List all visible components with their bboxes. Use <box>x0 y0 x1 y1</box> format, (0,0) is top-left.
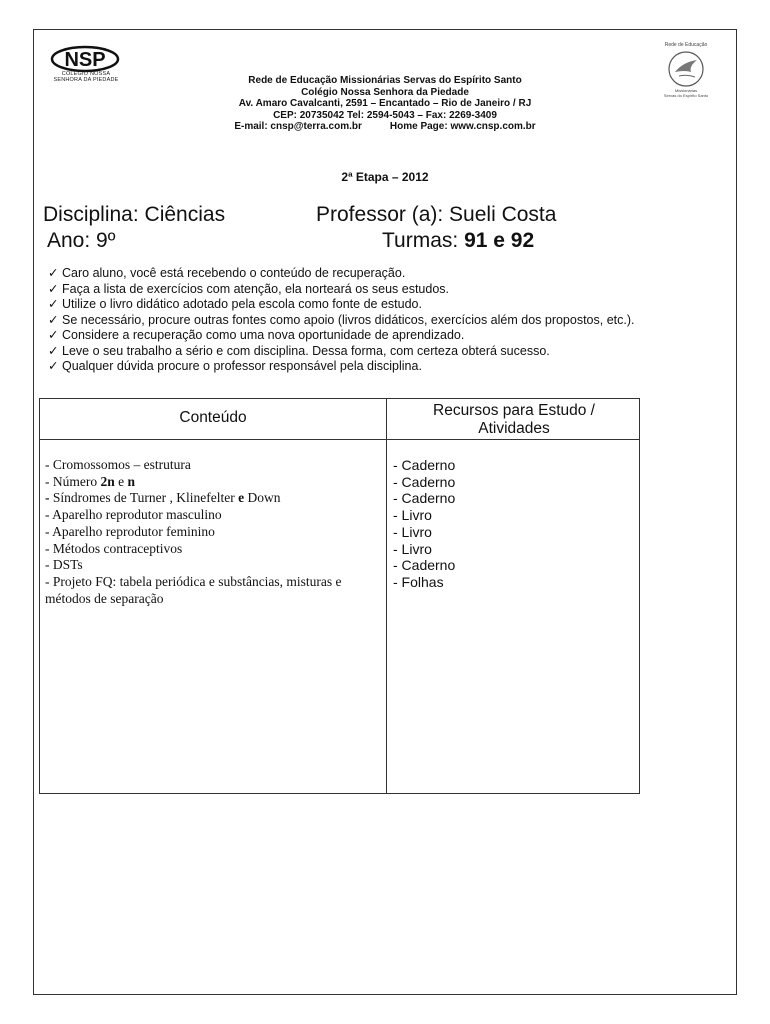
header-homepage: Home Page: www.cnsp.com.br <box>389 121 536 132</box>
dove-emblem-icon <box>667 50 705 88</box>
subject-label: Disciplina: Ciências <box>43 203 226 226</box>
header-school-name: Colégio Nossa Senhora da Piedade <box>301 86 469 98</box>
instruction-item: ✓ Caro aluno, você está recebendo o conteúdo de recuperação. <box>48 266 406 280</box>
checkmark-icon: ✓ <box>48 343 59 358</box>
content-item: - Aparelho reprodutor masculino <box>45 507 222 523</box>
header-contacts: CEP: 20735042 Tel: 2594-5043 – Fax: 2269-3409 <box>273 109 497 121</box>
instruction-item: ✓ Leve o seu trabalho a sério e com disciplina. Dessa forma, com certeza obterá sucesso. <box>48 343 550 358</box>
content-list <box>45 457 385 607</box>
instructions-list <box>48 266 635 375</box>
instruction-item: ✓ Considere a recuperação como uma nova oportunidade de aprendizado. <box>48 328 465 342</box>
header-network-name: Rede de Educação Missionárias Servas do Espírito Santo <box>248 75 522 86</box>
table-header-divider <box>40 439 639 440</box>
classes-value: 91 e 92 <box>464 229 535 252</box>
nsp-logo <box>46 45 126 90</box>
resource-item: - Caderno <box>393 490 456 507</box>
header-email-row <box>180 121 590 133</box>
content-item: - Cromossomos – estrutura <box>45 457 191 472</box>
header-address: Av. Amaro Cavalcanti, 2591 – Encantado – Rio de Janeiro / RJ <box>238 98 532 109</box>
checkmark-icon: ✓ <box>48 266 59 280</box>
header-email: E-mail: cnsp@terra.com.br <box>234 121 362 132</box>
network-logo-title: Rede de Educação <box>664 42 708 48</box>
instruction-item: ✓ Se necessário, procure outras fontes como apoio (livros didáticos, exercícios além dos propostos, etc.). <box>48 312 635 327</box>
resource-item: - Livro <box>393 523 432 540</box>
svg-text:NSP: NSP <box>64 49 106 71</box>
resource-item: - Livro <box>393 540 432 557</box>
nsp-logo-subtitle: COLÉGIO NOSSA SENHORA DA PIEDADE <box>53 71 119 83</box>
network-logo <box>655 42 717 102</box>
content-item: - Síndromes de Turner , Klinefelter e Down <box>45 490 281 506</box>
instruction-item: ✓ Utilize o livro didático adotado pela escola como fonte de estudo. <box>48 297 422 311</box>
resource-item: - Livro <box>393 507 432 524</box>
content-item: - Métodos contraceptivos <box>45 540 183 556</box>
resource-list <box>393 457 633 591</box>
grade-label: Ano: 9º <box>47 229 116 252</box>
resource-item: - Caderno <box>393 473 456 490</box>
content-item: - DSTs <box>45 557 83 573</box>
checkmark-icon: ✓ <box>48 312 59 327</box>
teacher-label: Professor (a): Sueli Costa <box>316 203 557 226</box>
resource-item: - Caderno <box>393 457 456 473</box>
content-item: - Aparelho reprodutor feminino <box>45 523 215 539</box>
school-header <box>180 75 590 133</box>
nsp-logo-mark <box>50 45 120 73</box>
table-header-resources: Recursos para Estudo / Atividades <box>433 402 595 437</box>
resource-item: - Caderno <box>393 557 456 574</box>
content-item: - Número 2n e n <box>45 473 136 489</box>
classes-label: Turmas: 91 e 92 <box>382 229 535 252</box>
content-table <box>39 398 640 794</box>
checkmark-icon: ✓ <box>48 297 59 311</box>
checkmark-icon: ✓ <box>48 359 59 373</box>
checkmark-icon: ✓ <box>48 281 59 296</box>
instruction-item: ✓ Qualquer dúvida procure o professor responsável pela disciplina. <box>48 359 422 373</box>
instruction-item: ✓ Faça a lista de exercícios com atenção, ela norteará os seus estudos. <box>48 281 450 296</box>
content-item: - Projeto FQ: tabela periódica e substâncias, misturas e métodos de separação <box>45 573 342 606</box>
resource-item: - Folhas <box>393 573 444 590</box>
checkmark-icon: ✓ <box>48 328 59 342</box>
network-logo-caption: Missionárias Servas do Espírito Santo <box>663 88 709 98</box>
table-header-content: Conteúdo <box>179 409 247 426</box>
table-column-divider <box>386 399 387 793</box>
term-title: 2ª Etapa – 2012 <box>341 170 429 184</box>
